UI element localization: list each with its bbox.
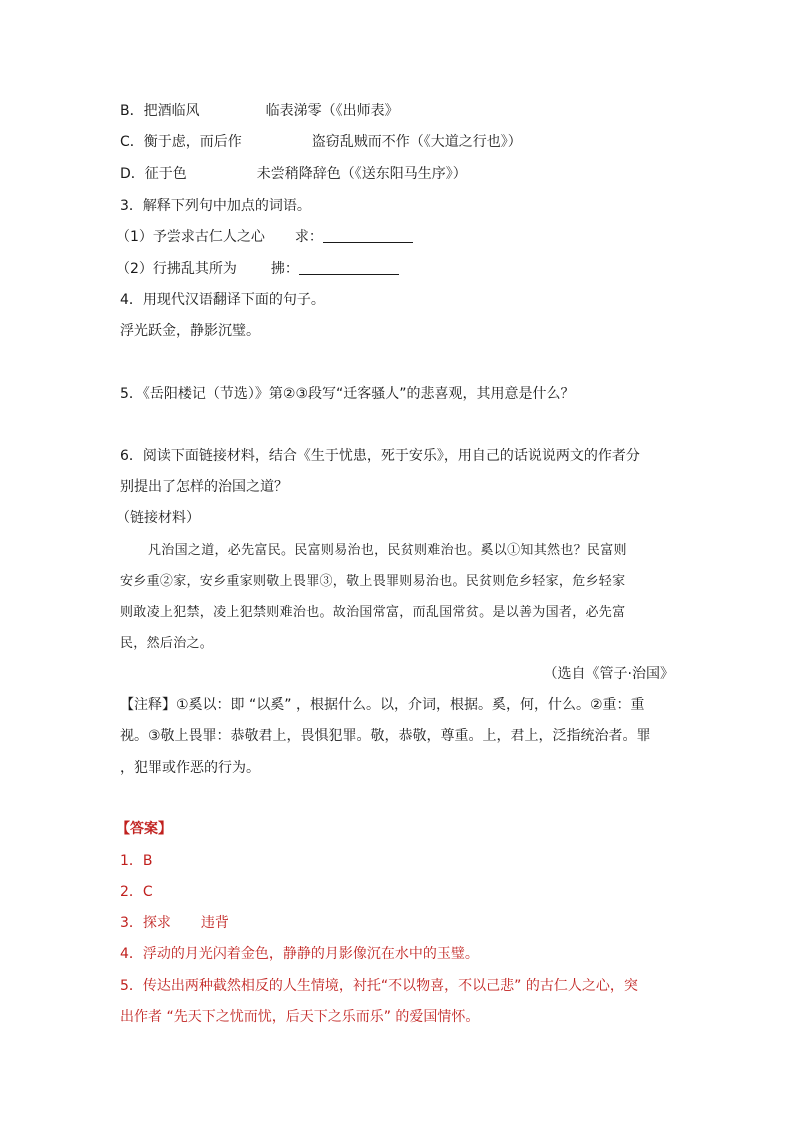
- option-c: [120, 132, 522, 152]
- question-3-title: 3．解释下列句中加点的词语。: [120, 198, 311, 214]
- note-line-1: 【注释】①奚以：即 “以奚” ，根据什么。以，介词，根据。奚，何，什么。②重：重: [120, 697, 645, 713]
- answer-3-part-2: 违背: [200, 915, 229, 931]
- option-d: [120, 164, 467, 184]
- question-6-title-line-2: 别提出了怎样的治国之道？: [120, 479, 288, 495]
- question-4-sentence: 浮光跃金，静影沉璧。: [120, 323, 260, 339]
- option-b: [120, 101, 399, 121]
- question-3-item-2: [116, 259, 399, 279]
- answer-blank-2[interactable]: [299, 260, 399, 275]
- option-b-compare: 临表涕零（《出师表》: [265, 103, 399, 119]
- question-3-item-2-target: 拂：: [270, 261, 299, 277]
- passage-line-4: 民，然后治之。: [120, 636, 214, 651]
- question-3-item-2-text: （2）行拂乱其所为: [116, 261, 237, 277]
- answer-3-part-1: 3．探求: [120, 915, 171, 931]
- material-label: （链接材料）: [116, 510, 200, 526]
- answer-5-line-2: 出作者 “先天下之忧而忧，后天下之乐而乐” 的爱国情怀。: [120, 1009, 480, 1025]
- note-line-2: 视。③敬上畏罪：恭敬君上，畏惧犯罪。敬，恭敬，尊重。上，君上，泛指统治者。罪: [120, 728, 651, 744]
- option-c-compare: 盗窃乱贼而不作（《大道之行也》）: [311, 134, 522, 150]
- answer-2: 2．C: [120, 884, 153, 900]
- option-d-label: D．征于色: [120, 166, 187, 182]
- option-b-label: B．把酒临风: [120, 103, 200, 119]
- answers-heading: 【答案】: [116, 821, 172, 837]
- question-4-title: 4．用现代汉语翻译下面的句子。: [120, 292, 325, 308]
- answer-5-line-1: 5．传达出两种截然相反的人生情境，衬托“不以物喜，不以己悲” 的古仁人之心，突: [120, 978, 638, 994]
- option-d-compare: 未尝稍降辞色（《送东阳马生序》）: [256, 166, 467, 182]
- option-c-label: C．衡于虑，而后作: [120, 134, 242, 150]
- question-3-item-1-text: （1）予尝求古仁人之心: [116, 229, 265, 245]
- answer-3: [120, 913, 229, 933]
- answer-blank-1[interactable]: [323, 228, 413, 243]
- passage-line-2: 安乡重②家，安乡重家则敬上畏罪③，敬上畏罪则易治也。民贫则危乡轻家，危乡轻家: [120, 574, 626, 589]
- answer-4: 4．浮动的月光闪着金色，静静的月影像沉在水中的玉璧。: [120, 946, 479, 962]
- passage-source: （选自《管子·治国》: [543, 666, 674, 682]
- answer-1: 1．B: [120, 853, 153, 869]
- question-5-title: 5．《岳阳楼记（节选）》第②③段写“迁客骚人”的悲喜观，其用意是什么？: [120, 386, 575, 402]
- passage-line-3: 则敢凌上犯禁，凌上犯禁则难治也。故治国常富，而乱国常贫。是以善为国者，必先富: [120, 605, 626, 620]
- question-6-title-line-1: 6．阅读下面链接材料，结合《生于忧患，死于安乐》，用自己的话说说两文的作者分: [120, 448, 640, 464]
- question-3-item-1: [116, 227, 413, 247]
- note-line-3: ，犯罪或作恶的行为。: [120, 760, 260, 776]
- passage-line-1: 凡治国之道，必先富民。民富则易治也，民贫则难治也。奚以①知其然也？民富则: [148, 543, 627, 558]
- question-3-item-1-target: 求：: [294, 229, 323, 245]
